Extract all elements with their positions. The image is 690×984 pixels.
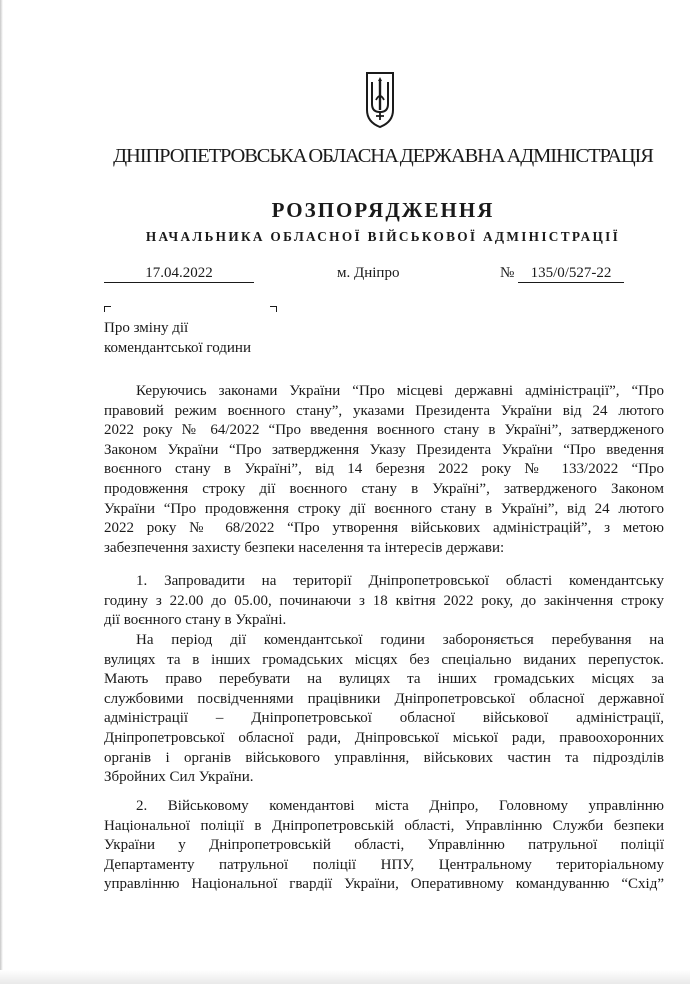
text-line: продовження строку дії воєнного стану в Україні”, затвердженого Законом bbox=[104, 480, 664, 497]
text-line: забезпечення захисту безпеки населення та інтересів держави: bbox=[104, 539, 505, 556]
scan-edge-left bbox=[0, 0, 3, 984]
scan-edge-bottom bbox=[0, 970, 690, 984]
item-1-paragraph bbox=[104, 572, 664, 631]
text-line: 2. Військовому комендантові міста Дніпро, Головному управлінню bbox=[136, 798, 664, 814]
text-line: України “Про продовження строку дії воєнного стану в Україні”, від 24 лютого bbox=[104, 500, 664, 517]
subject-corner-right bbox=[270, 306, 277, 312]
text-line: Дніпропетровської обласної ради, Дніпровської міської ради, правоохоронних bbox=[104, 729, 664, 746]
text-line: 2022 року № 68/2022 “Про утворення військових адміністрацій”, з метою bbox=[104, 520, 664, 537]
subject-line: Про зміну дії bbox=[104, 320, 189, 336]
text-line: України у Дніпропетровській області, Управлінню патрульної поліції bbox=[104, 837, 664, 854]
text-line: управлінню Національної гвардії України, Оперативному командуванню “Схід” bbox=[104, 876, 664, 893]
text-line: Законом України “Про затвердження Указу Президента України “Про введення bbox=[104, 441, 664, 458]
text-line: На період дії комендантської години забороняється перебування на bbox=[136, 632, 664, 648]
text-line: Мають право перебувати на вулицях та інших громадських місцях за bbox=[104, 671, 664, 688]
subject-line: комендантської години bbox=[104, 340, 251, 356]
text-line: воєнного стану в Україні”, від 14 березня 2022 року № 133/2022 “Про bbox=[104, 461, 664, 478]
text-line: Керуючись законами України “Про місцеві державні адміністрації”, “Про bbox=[136, 383, 664, 399]
text-line: годину з 22.00 до 05.00, починаючи з 18 квітня 2022 року, до закінчення строку bbox=[104, 592, 664, 609]
text-line: Національної поліції в Дніпропетровській області, Управлінню Служби безпеки bbox=[104, 817, 664, 834]
text-line: вулицях та в інших громадських місцях без спеціально виданих перепусток. bbox=[104, 651, 664, 668]
item-1-continuation bbox=[104, 631, 664, 788]
document-date: 17.04.2022 bbox=[104, 264, 254, 283]
text-line: дії воєнного стану в Україні. bbox=[104, 612, 287, 629]
document-number: 135/0/527-22 bbox=[518, 264, 624, 283]
preamble-paragraph bbox=[104, 382, 664, 558]
text-line: службовими посвідченнями працівники Дніпропетровської обласної державної bbox=[104, 690, 664, 707]
subject-corner-left bbox=[104, 306, 111, 312]
text-line: 2022 року № 64/2022 “Про введення воєнного стану в Україні”, затвердженого bbox=[104, 422, 664, 439]
text-line: органів і органів військового управління, військових частин та підрозділів bbox=[104, 749, 664, 766]
document-city: м. Дніпро bbox=[337, 265, 400, 281]
text-line: адміністрації – Дніпропетровської обласної військової адміністрації, bbox=[104, 710, 664, 727]
document-type: РОЗПОРЯДЖЕННЯ bbox=[271, 198, 495, 222]
text-line: Збройних Сил України. bbox=[104, 769, 254, 786]
document-subtitle: НАЧАЛЬНИКА ОБЛАСНОЇ ВІЙСЬКОВОЇ АДМІНІСТРАЦІЇ bbox=[145, 229, 621, 244]
document-subject bbox=[104, 318, 251, 358]
document-number-label: № bbox=[500, 265, 515, 281]
organization-name: ДНІПРОПЕТРОВСЬКА ОБЛАСНА ДЕРЖАВНА АДМІНІСТРАЦІЯ bbox=[113, 145, 653, 167]
text-line: Департаменту патрульної поліції НПУ, Центральному територіальному bbox=[104, 856, 664, 873]
text-line: правовий режим воєнного стану”, указами Президента України від 24 лютого bbox=[104, 402, 664, 419]
trident-coat-of-arms-icon bbox=[364, 70, 396, 130]
text-line: 1. Запровадити на території Дніпропетровської області комендантську bbox=[136, 573, 664, 589]
item-2-paragraph bbox=[104, 797, 664, 895]
